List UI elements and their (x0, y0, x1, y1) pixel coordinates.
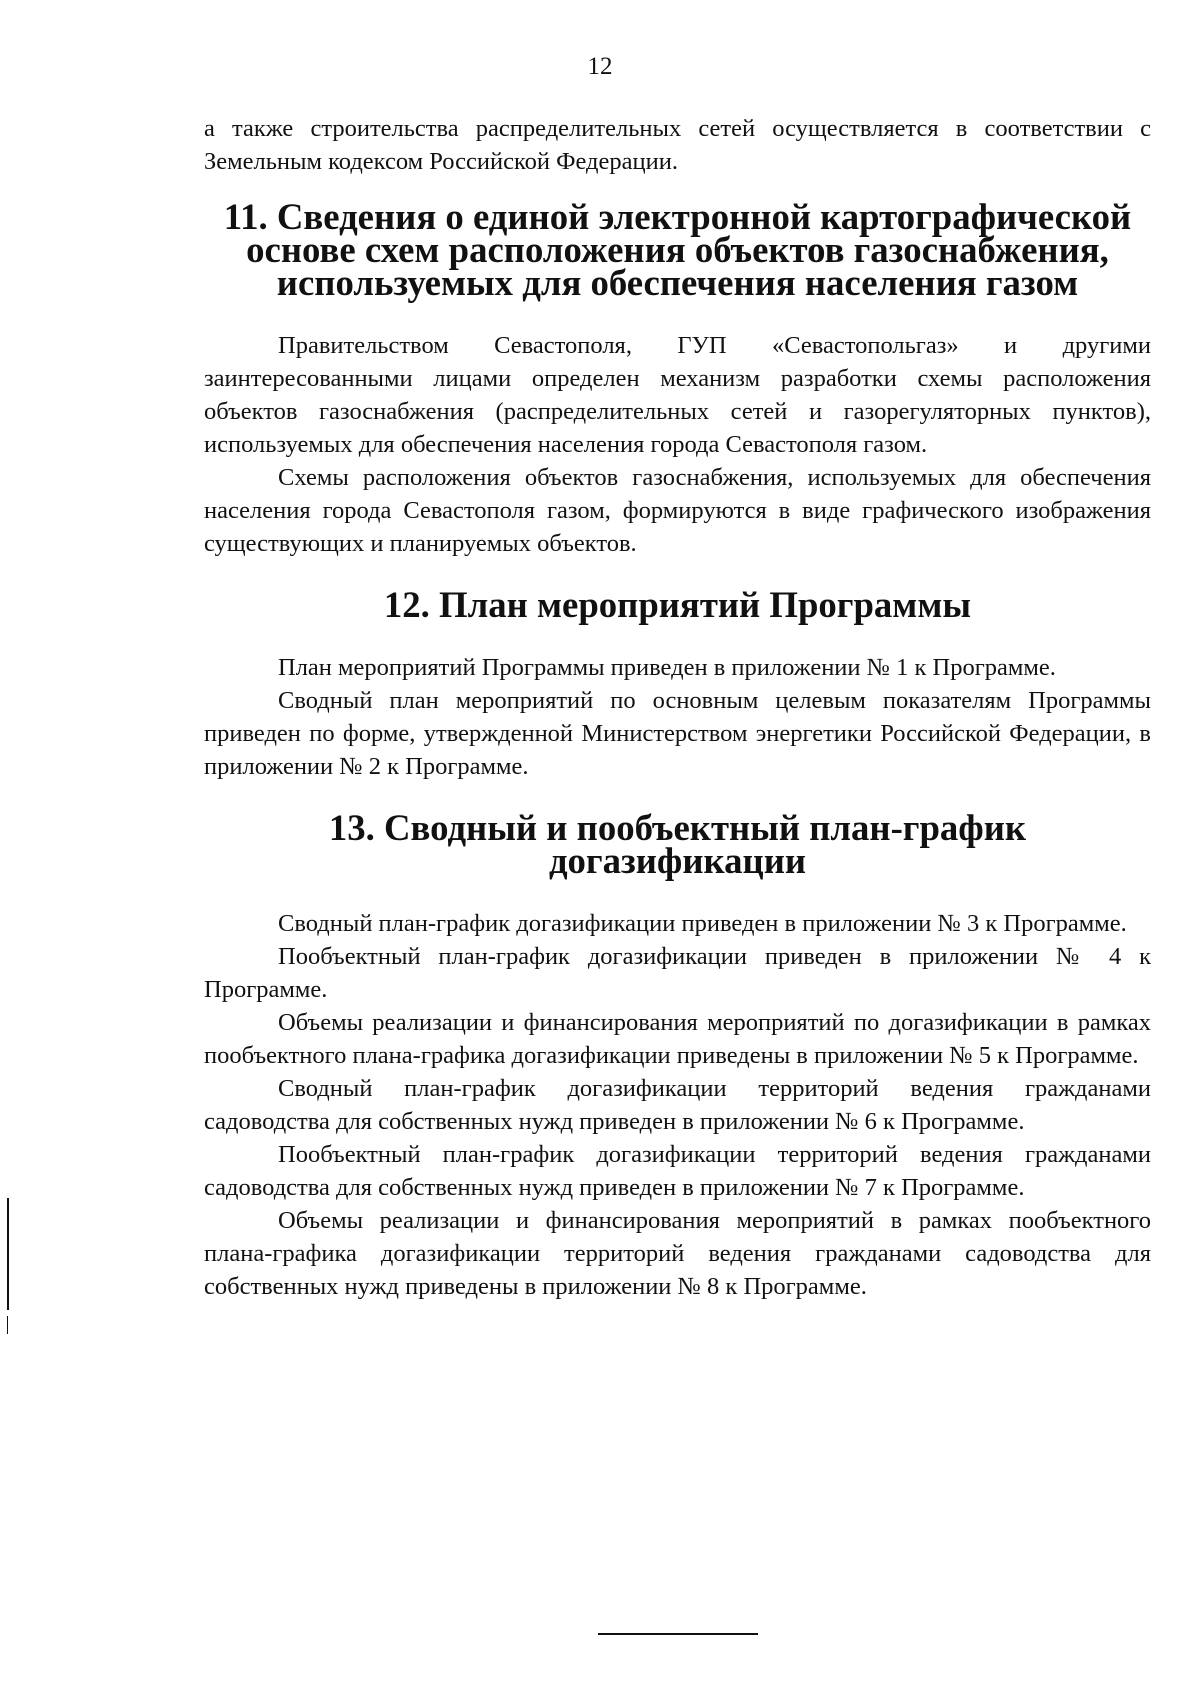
section-13-paragraph-5: Пообъектный план-график догазификации территорий ведения гражданами садоводства для собственных нужд приведен в приложении № 7 к Программе. (204, 1141, 1151, 1201)
section-12-paragraph-2: Сводный план мероприятий по основным целевым показателям Программы приведен по форме, утвержденной Министерством энергетики Российской Федерации, в приложении № 2 к Программе. (204, 687, 1151, 780)
intro-paragraph: а также строительства распределительных сетей осуществляется в соответствии с Земельным кодексом Российской Федерации. (204, 115, 1151, 175)
section-12-paragraph-1: План мероприятий Программы приведен в приложении № 1 к Программе. (278, 654, 1056, 681)
section-13-paragraph-6: Объемы реализации и финансирования мероприятий в рамках пообъектного плана-графика догазификации территорий ведения гражданами садоводства для собственных нужд приведены в приложении № 8 к Программе. (204, 1207, 1151, 1300)
section-11-heading: 11. Сведения о единой электронной картографической основе схем расположения объектов газоснабжения, используемых для обеспечения населения газом (223, 196, 1132, 303)
section-12-heading: 12. План мероприятий Программы (383, 584, 972, 625)
section-13-paragraph-3: Объемы реализации и финансирования мероприятий по догазификации в рамках пообъектного плана-графика догазификации приведены в приложении № 5 к Программе. (204, 1009, 1151, 1069)
section-11-paragraph-1: Правительством Севастополя, ГУП «Севастопольгаз» и другими заинтересованными лицами определен механизм разработки схемы расположения объектов газоснабжения (распределительных сетей и газорегуляторных пунктов), используемых для обеспечения населения города Севастополя газом. (204, 332, 1151, 458)
section-13-paragraph-1: Сводный план-график догазификации приведен в приложении № 3 к Программе. (278, 910, 1127, 937)
margin-scan-mark (7, 1198, 9, 1310)
margin-scan-mark-small (7, 1316, 8, 1334)
section-13-heading: 13. Сводный и пообъектный план-график догазификации (328, 807, 1027, 881)
footer-rule (598, 1633, 758, 1635)
section-13-paragraph-4: Сводный план-график догазификации территорий ведения гражданами садоводства для собственных нужд приведен в приложении № 6 к Программе. (204, 1075, 1151, 1135)
document-body (204, 112, 1151, 1303)
page-number: 12 (587, 53, 613, 80)
section-13-paragraph-2: Пообъектный план-график догазификации приведен в приложении № 4 к Программе. (204, 943, 1151, 1003)
section-11-paragraph-2: Схемы расположения объектов газоснабжения, используемых для обеспечения населения города Севастополя газом, формируются в виде графического изображения существующих и планируемых объектов. (204, 464, 1151, 557)
